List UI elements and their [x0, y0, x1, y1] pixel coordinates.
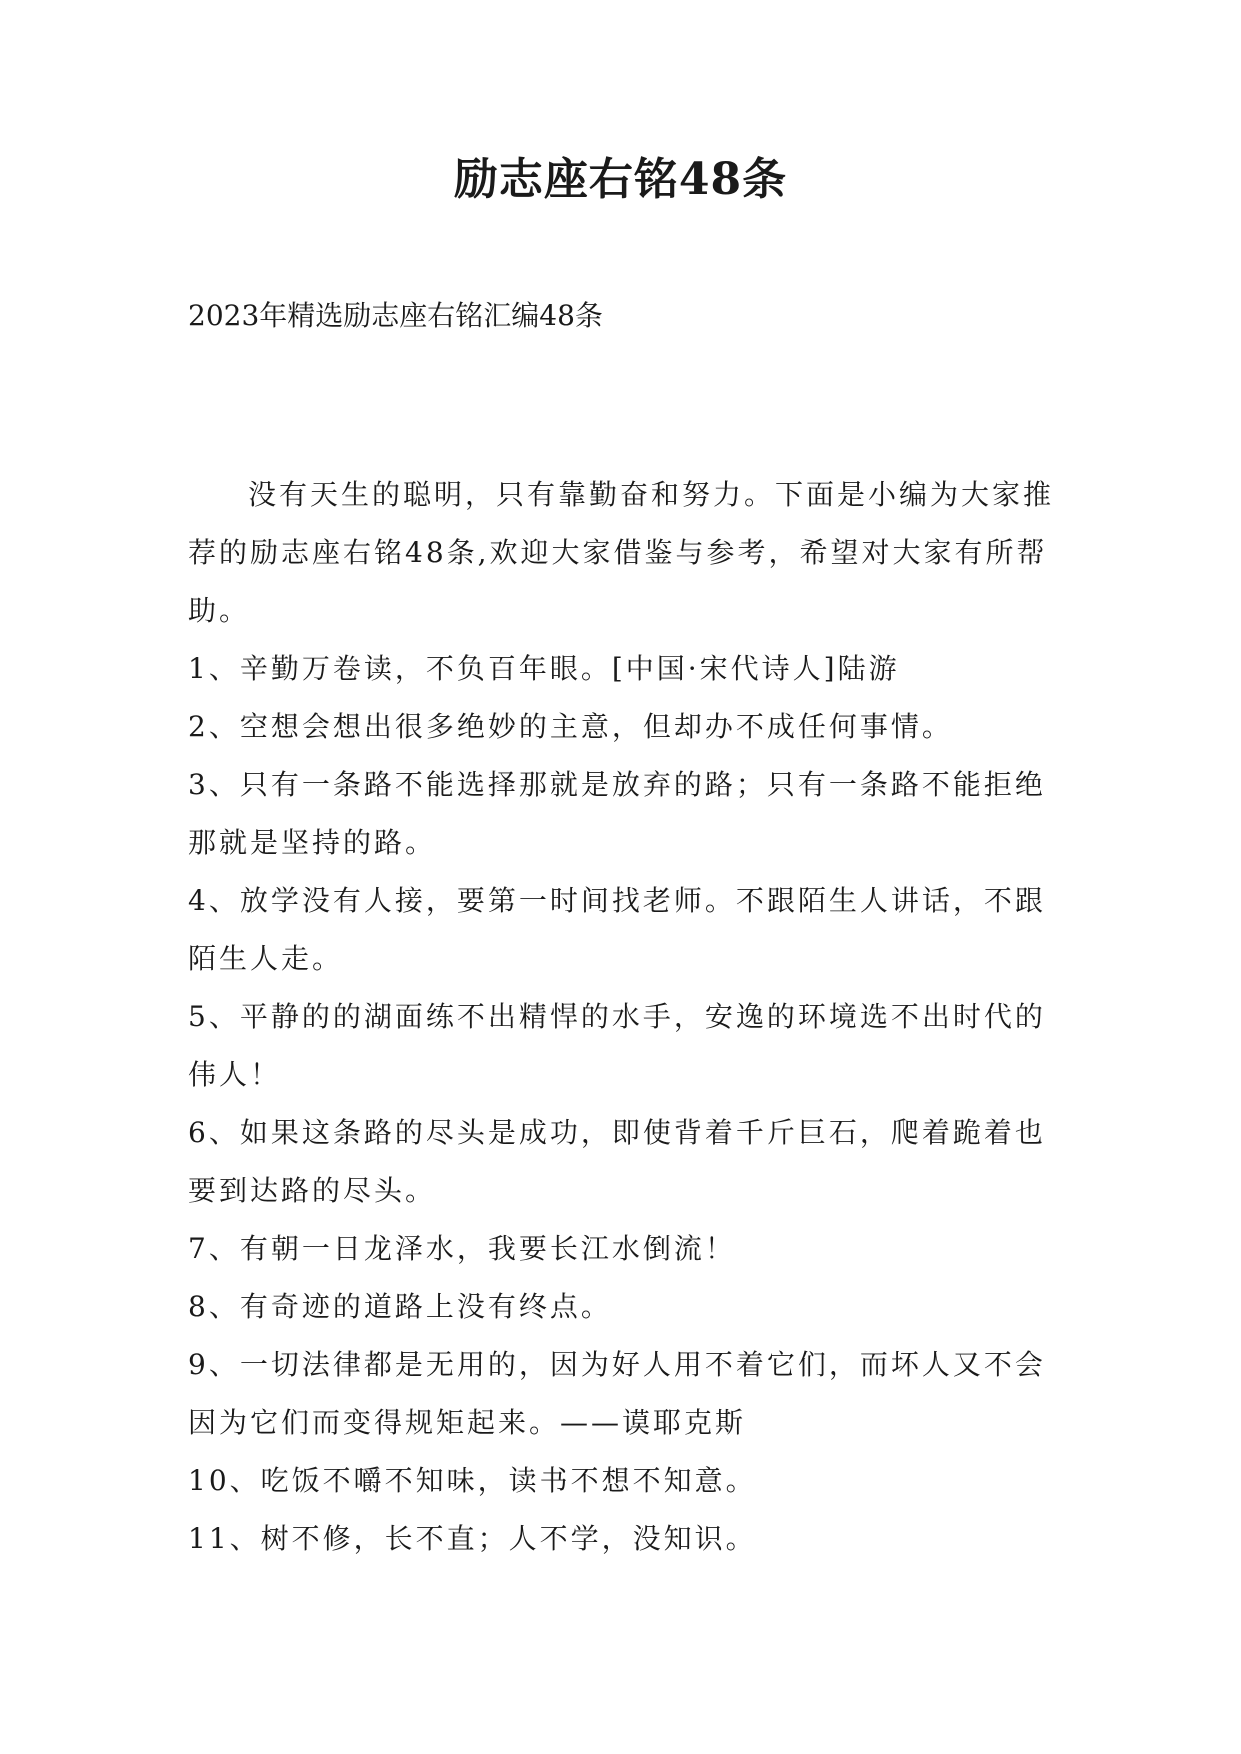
motto-item: 1、辛勤万卷读，不负百年眼。[中国·宋代诗人]陆游 — [188, 652, 900, 685]
motto-item: 11、树不修，长不直；人不学，没知识。 — [188, 1522, 757, 1555]
document-title: 励志座右铭48条 — [453, 154, 788, 205]
motto-item: 3、只有一条路不能选择那就是放弃的路；只有一条路不能拒绝那就是坚持的路。 — [188, 768, 1046, 859]
motto-item: 5、平静的的湖面练不出精悍的水手，安逸的环境选不出时代的伟人！ — [188, 1000, 1046, 1091]
motto-item: 6、如果这条路的尽头是成功，即使背着千斤巨石，爬着跪着也要到达路的尽头。 — [188, 1116, 1046, 1207]
motto-item: 7、有朝一日龙泽水，我要长江水倒流！ — [188, 1232, 736, 1265]
document-body — [188, 466, 1056, 1568]
motto-item: 9、一切法律都是无用的，因为好人用不着它们，而坏人又不会因为它们而变得规矩起来。——谟耶克斯 — [188, 1348, 1046, 1439]
motto-item: 10、吃饭不嚼不知味，读书不想不知意。 — [188, 1464, 757, 1497]
motto-item: 8、有奇迹的道路上没有终点。 — [188, 1290, 612, 1323]
document-subtitle: 2023年精选励志座右铭汇编48条 — [188, 299, 603, 332]
motto-item: 4、放学没有人接，要第一时间找老师。不跟陌生人讲话，不跟陌生人走。 — [188, 884, 1046, 975]
intro-paragraph: 没有天生的聪明，只有靠勤奋和努力。下面是小编为大家推荐的励志座右铭48条,欢迎大家借鉴与参考，希望对大家有所帮助。 — [188, 478, 1055, 627]
motto-item: 2、空想会想出很多绝妙的主意，但却办不成任何事情。 — [188, 710, 953, 743]
